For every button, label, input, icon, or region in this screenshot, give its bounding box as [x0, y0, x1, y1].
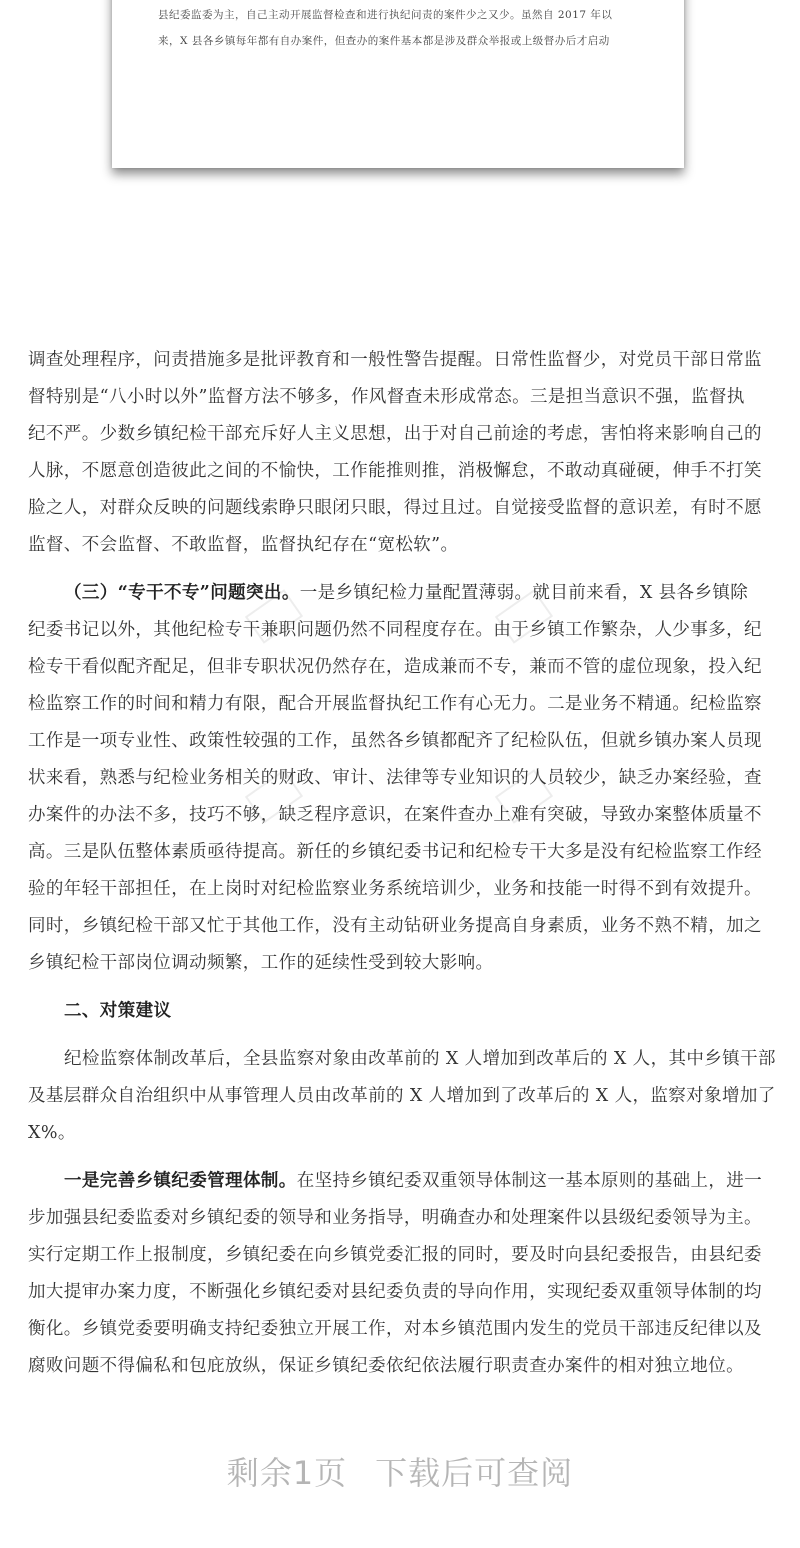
- text-line: 监督、不会监督、不敢监督，监督执纪存在“宽松软”。: [28, 535, 459, 555]
- download-to-view-label: 下载后可查阅: [375, 1454, 574, 1492]
- text-line: 腐败问题不得偏私和包庇放纵，保证乡镇纪委依纪依法履行职责查办案件的相对独立地位。: [28, 1356, 744, 1376]
- text-line: 调查处理程序，问责措施多是批评教育和一般性警告提醒。日常性监督少，对党员干部日常监: [28, 350, 762, 370]
- text-line: 督特别是“八小时以外”监督方法不够多，作风督查未形成常态。三是担当意识不强，监督执: [28, 387, 745, 407]
- text-line: 人脉，不愿意创造彼此之间的不愉快，工作能推则推，消极懈怠，不敢动真碰硬，伸手不打笑: [28, 461, 762, 481]
- text-line: X%。: [28, 1123, 76, 1143]
- text-line: 同时，乡镇纪检干部又忙于其他工作，没有主动钻研业务提高自身素质，业务不熟不精，加之: [28, 916, 762, 936]
- text-line: 纪委书记以外，其他纪检专干兼职问题仍然不同程度存在。由于乡镇工作繁杂，人少事多，纪: [28, 620, 762, 640]
- paragraph-heading: （三）“专干不专”问题突出。: [64, 583, 300, 603]
- text-line: 实行定期工作上报制度，乡镇纪委在向乡镇党委汇报的同时，要及时向县纪委报告，由县纪委: [28, 1245, 762, 1265]
- text-line: 及基层群众自治组织中从事管理人员由改革前的 X 人增加到了改革后的 X 人，监察对象增加了: [28, 1086, 776, 1106]
- preview-line: 县纪委监委为主，自己主动开展监督检查和进行执纪问责的案件少之又少。虽然自 2017 年以: [158, 9, 613, 21]
- text-run: 在坚持乡镇纪委双重领导体制这一基本原则的基础上，进一: [296, 1171, 763, 1191]
- text-line: 加大提审办案力度，不断强化乡镇纪委对县纪委负责的导向作用，实现纪委双重领导体制的均: [28, 1282, 762, 1302]
- text-line: 工作是一项专业性、政策性较强的工作，虽然各乡镇都配齐了纪检队伍，但就乡镇办案人员现: [28, 731, 762, 751]
- text-line: 办案件的办法不多，技巧不够，缺乏程序意识，在案件查办上难有突破，导致办案整体质量不: [28, 805, 762, 825]
- text-line: 纪不严。少数乡镇纪检干部充斥好人主义思想，出于对自己前途的考虑，害怕将来影响自己的: [28, 424, 762, 444]
- text-line: [64, 579, 748, 604]
- section-title: 二、对策建议: [64, 1001, 172, 1021]
- text-line: 验的年轻干部担任，在上岗时对纪检监察业务系统培训少，业务和技能一时得不到有效提升。: [28, 879, 762, 899]
- text-run: 一是乡镇纪检力量配置薄弱。就目前来看，X 县各乡镇除: [299, 583, 749, 603]
- text-line: [64, 1167, 762, 1192]
- text-line: 检专干看似配齐配足，但非专职状况仍然存在，造成兼而不专，兼而不管的虚位现象，投入纪: [28, 657, 762, 677]
- download-prompt[interactable]: [0, 1448, 800, 1494]
- previous-page-preview: [112, 0, 684, 168]
- text-line: 检监察工作的时间和精力有限，配合开展监督执纪工作有心无力。二是业务不精通。纪检监察: [28, 694, 762, 714]
- paragraph-heading: 一是完善乡镇纪委管理体制。: [64, 1171, 297, 1191]
- text-line: 纪检监察体制改革后，全县监察对象由改革前的 X 人增加到改革后的 X 人，其中乡镇干部: [64, 1049, 776, 1069]
- remaining-pages-label: 剩余1页: [226, 1454, 348, 1492]
- text-line: 脸之人，对群众反映的问题线索睁只眼闭只眼，得过且过。自觉接受监督的意识差，有时不愿: [28, 498, 762, 518]
- text-line: 高。三是队伍整体素质亟待提高。新任的乡镇纪委书记和纪检专干大多是没有纪检监察工作经: [28, 842, 762, 862]
- text-line: 衡化。乡镇党委要明确支持纪委独立开展工作，对本乡镇范围内发生的党员干部违反纪律以及: [28, 1319, 762, 1339]
- text-line: 步加强县纪委监委对乡镇纪委的领导和业务指导，明确查办和处理案件以县级纪委领导为主。: [28, 1208, 762, 1228]
- text-line: 乡镇纪检干部岗位调动频繁，工作的延续性受到较大影响。: [28, 953, 494, 973]
- text-line: 状来看，熟悉与纪检业务相关的财政、审计、法律等专业知识的人员较少，缺乏办案经验，查: [28, 768, 762, 788]
- preview-line: 来，X 县各乡镇每年都有自办案件，但查办的案件基本都是涉及群众举报或上级督办后才启动: [158, 35, 610, 47]
